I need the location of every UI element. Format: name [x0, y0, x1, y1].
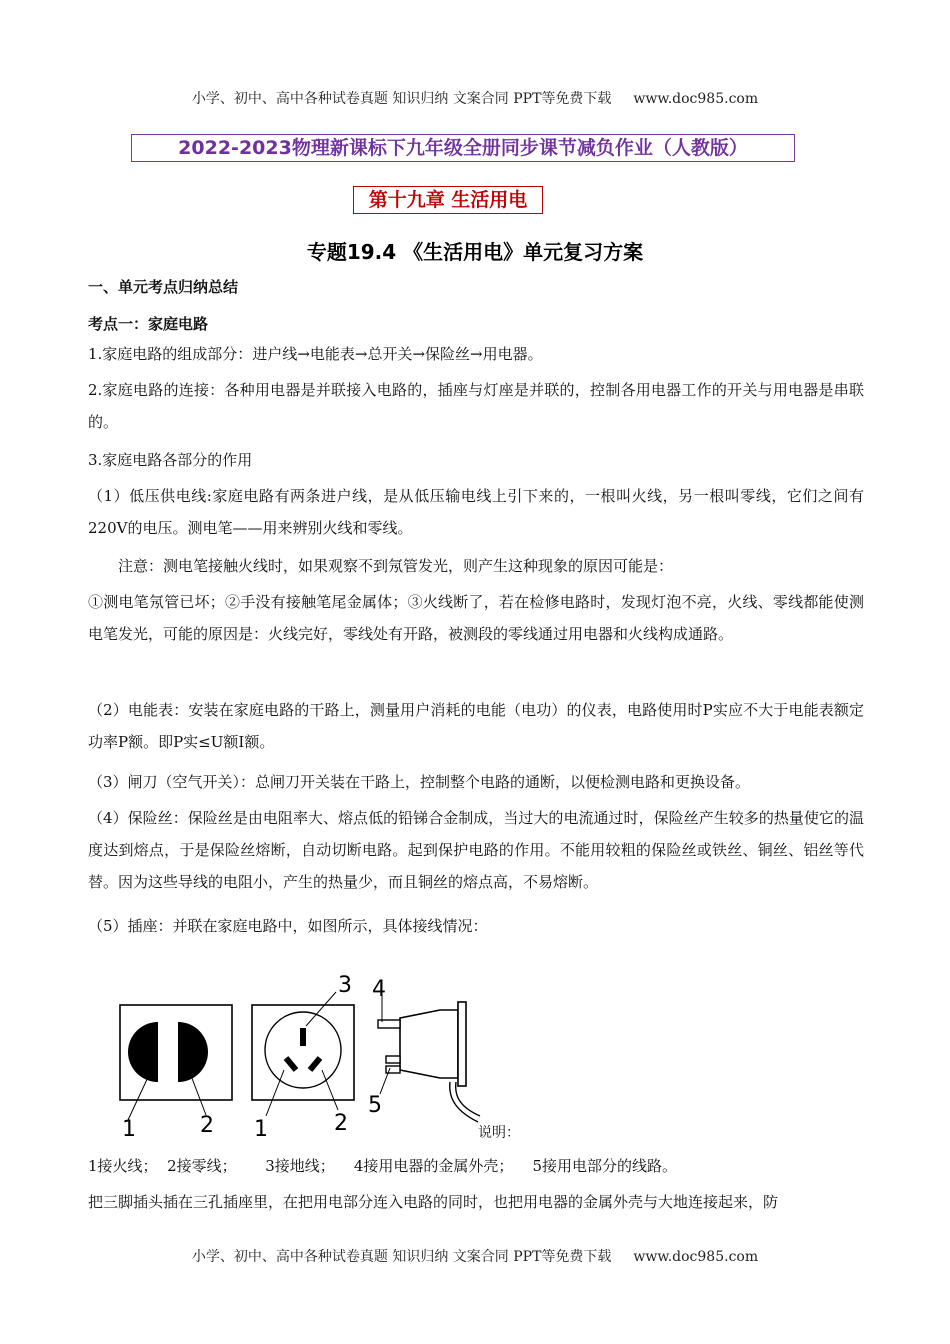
two-hole-left-pin	[128, 1022, 158, 1082]
chapter-title: 第十九章 生活用电	[353, 186, 543, 214]
paragraph-switch: （3）闸刀（空气开关）：总闸刀开关装在干路上，控制整个电路的通断，以便检测电路和更换设备。	[88, 773, 751, 791]
label-4: 4	[372, 977, 386, 1002]
three-hole-socket-face	[265, 1012, 341, 1088]
leader-line-3	[306, 992, 336, 1026]
header-text: 小学、初中、高中各种试卷真题 知识归纳 文案合同 PPT等免费下载	[191, 91, 612, 107]
three-hole-left-slot	[286, 1058, 296, 1070]
label-2b: 2	[334, 1111, 348, 1136]
label-5: 5	[368, 1093, 382, 1118]
topic-title: 专题19.4 《生活用电》单元复习方案	[306, 240, 644, 264]
plug-live-pin	[386, 1056, 400, 1063]
figure-note: 说明：	[478, 1125, 520, 1141]
paragraph-parts: 3.家庭电路各部分的作用	[88, 451, 253, 469]
paragraph-connection: 2.家庭电路的连接：各种用电器是并联接入电路的，插座与灯座是并联的，控制各用电器工作的开关与用电器是串联的。	[88, 381, 864, 431]
header-site[interactable]: www.doc985.com	[633, 91, 759, 107]
paragraph-low-voltage: （1）低压供电线:家庭电路有两条进户线，是从低压输电线上引下来的，一根叫火线，另一根叫零线，它们之间有220V的电压。测电笔——用来辨别火线和零线。	[88, 487, 864, 537]
footer-site[interactable]: www.doc985.com	[633, 1249, 759, 1265]
two-hole-right-pin	[178, 1022, 208, 1082]
leader-line-1b	[266, 1070, 284, 1116]
leader-line-5	[380, 1068, 390, 1094]
socket-diagram	[100, 970, 520, 1140]
plug-face	[458, 1002, 466, 1086]
label-3: 3	[338, 973, 352, 998]
paragraph-fuse: （4）保险丝：保险丝是由电阻率大、熔点低的铅锑合金制成，当过大的电流通过时，保险丝产生较多的热量使它的温度达到熔点，于是保险丝熔断，自动切断电路。起到保护电路的作用。不能用较粗的保险丝或铁丝、铜丝、铝丝等代替。因为这些导线的电阻小，产生的热量少，而且铜丝的熔点高，不易熔断。	[88, 809, 864, 891]
leader-line-2a	[190, 1073, 206, 1115]
paragraph-socket-legend: 1接火线； 2接零线； 3接地线； 4接用电器的金属外壳； 5接用电部分的线路。	[88, 1157, 678, 1175]
plug-cable-2	[450, 1082, 478, 1122]
label-2a: 2	[200, 1113, 214, 1138]
plug-body	[400, 1010, 458, 1078]
page-footer	[0, 1246, 950, 1266]
footer-text: 小学、初中、高中各种试卷真题 知识归纳 文案合同 PPT等免费下载	[191, 1249, 612, 1265]
paragraph-meter: （2）电能表：安装在家庭电路的干路上，测量用户消耗的电能（电功）的仪表，电路使用时P实应不大于电能表额定功率P额。即P实≤U额I额。	[88, 701, 864, 751]
page-header	[0, 88, 950, 108]
label-1b: 1	[254, 1117, 268, 1140]
document-title-series: 2022-2023物理新课标下九年级全册同步课节减负作业（人教版）	[131, 134, 795, 162]
paragraph-note: 注意：测电笔接触火线时，如果观察不到氖管发光，则产生这种现象的原因可能是：	[118, 557, 674, 575]
paragraph-reasons: ①测电笔氖管已坏；②手没有接触笔尾金属体；③火线断了，若在检修电路时，发现灯泡不亮，火线、零线都能使测电笔发光，可能的原因是：火线完好，零线处有开路，被测段的零线通过用电器和火线构成通路。	[88, 593, 864, 643]
point-heading: 考点一：家庭电路	[88, 315, 209, 333]
leader-line-1a	[128, 1073, 150, 1120]
paragraph-three-pin: 把三脚插头插在三孔插座里，在把用电部分连入电路的同时，也把用电器的金属外壳与大地连接起来，防	[88, 1193, 779, 1211]
three-hole-socket-frame	[252, 1005, 354, 1100]
plug-cable	[456, 1082, 480, 1116]
plug-earth-pin	[378, 1020, 400, 1028]
paragraph-socket: （5）插座：并联在家庭电路中，如图所示，具体接线情况：	[88, 917, 488, 935]
section-heading: 一、单元考点归纳总结	[88, 278, 239, 296]
three-hole-right-slot	[310, 1058, 320, 1070]
paragraph-composition: 1.家庭电路的组成部分：进户线→电能表→总开关→保险丝→用电器。	[88, 345, 543, 363]
label-1a: 1	[122, 1117, 136, 1140]
